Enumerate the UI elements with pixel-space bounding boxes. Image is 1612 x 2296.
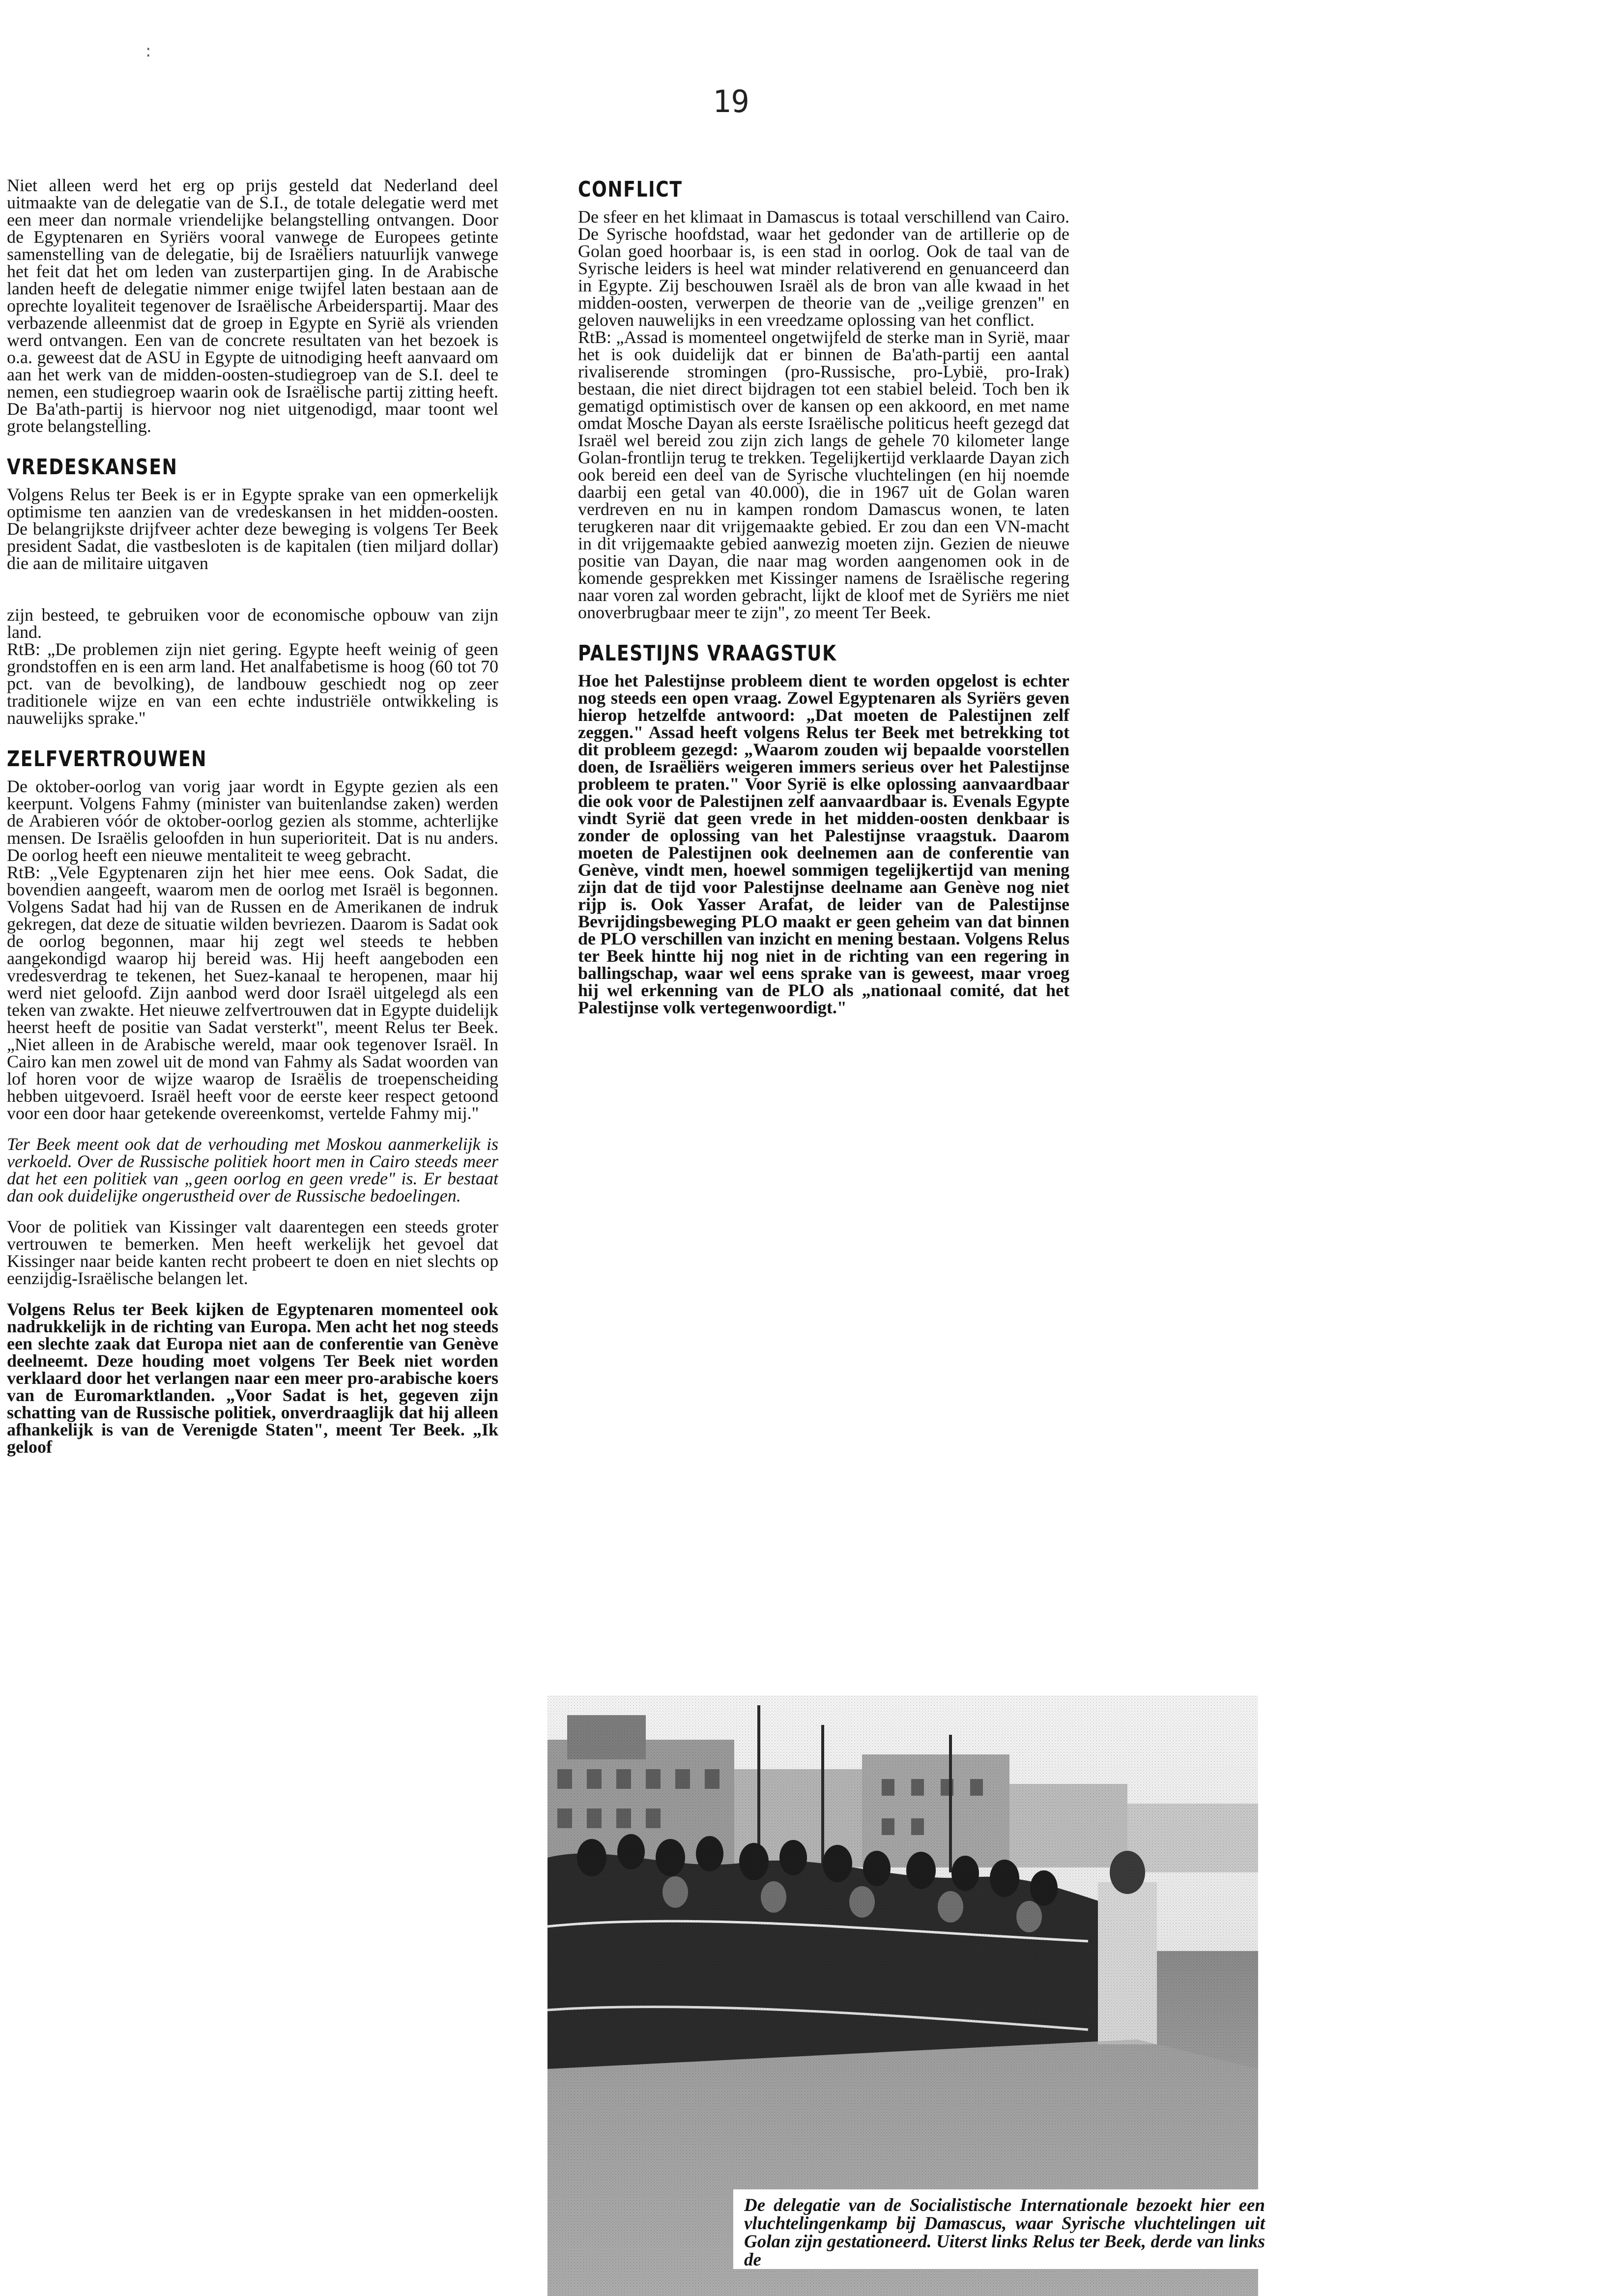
paragraph: RtB: „Vele Egyptenaren zijn het hier mee eens. Ook Sadat, die bovendien aangeeft, waarom men de oorlog met Israël is begonnen. Volgens Sadat had hij van de Russen en de Amerikanen de indruk gekregen, dat deze de situatie wilden bevriezen. Daarom is Sadat ook de oorlog begonnen, maar hij zegt wel steeds te hebben aangekondigd waarop hij bereid was. Hij heeft aangeboden een vredesverdrag te tekenen, het Suez-kanaal te heropenen, maar hij werd niet geloofd. Zijn aanbod werd door Israël uitgelegd als een teken van zwakte. Het nieuwe zelfvertrouwen dat in Egypte duidelijk heerst heeft de positie van Sadat versterkt", meent Relus ter Beek. „Niet alleen in de Arabische wereld, maar ook tegenover Israël. In Cairo kan men zowel uit de mond van Fahmy als Sadat woorden van lof horen voor de wijze waarop de Israëlis de troepenscheiding hebben uitgevoerd. Israël heeft voor de eerste keer respect getoond voor een door haar getekende overeenkomst, vertelde Fahmy mij." (7, 862, 498, 1123)
heading-zelfvertrouwen: ZELFVERTROUWEN (7, 746, 207, 772)
paragraph: Voor de politiek van Kissinger valt daarentegen een steeds groter vertrouwen te bemerken. Men heeft werkelijk het gevoel dat Kissinger naar beide kanten recht probeert te doen en niet slechts op eenzijdig-Israëlische belangen let. (7, 1217, 498, 1288)
paragraph: Volgens Relus ter Beek is er in Egypte sprake van een opmerkelijk optimisme ten aanzien van de vredeskansen in het midden-oosten. De belangrijkste drijfveer achter deze beweging is volgens Ter Beek president Sadat, die vastbesloten is de kapitalen (tien miljard dollar) die aan de militaire uitgaven (7, 485, 498, 573)
paragraph: De sfeer en het klimaat in Damascus is totaal verschillend van Cairo. De Syrische hoofdstad, waar het gedonder van de artillerie op de Golan goed hoorbaar is, is een stad in oorlog. Ook de taal van de Syrische leiders is heel wat minder relativerend en genuanceerd dan in Egypte. Zij beschouwen Israël als de bron van alle kwaad in het midden-oosten, verwerpen de theorie van de „veilige grenzen" en geloven nauwelijks in een vreedzame oplossing van het conflict. (578, 207, 1069, 330)
heading-conflict: CONFLICT (578, 177, 683, 202)
paragraph: RtB: „Assad is momenteel ongetwijfeld de sterke man in Syrië, maar het is ook duidelijk dat er binnen de Ba'ath-partij een aantal rivaliserende stromingen (pro-Russische, pro-Lybië, pro-Irak) bestaan, die niet direct bijdragen tot een stabiel beleid. Toch ben ik gematigd optimistisch over de kansen op een akkoord, en met name omdat Mosche Dayan als eerste Israëlische politicus heeft gezegd dat Israël wel bereid zou zijn zich langs de gehele 70 kilometer lange Golan-frontlijn terug te trekken. Tegelijkertijd verklaarde Dayan zich ook bereid een deel van de Syrische vluchtelingen (en hij noemde daarbij een getal van 40.000), die in 1967 uit de Golan waren verdreven en nu in kampen rondom Damascus wonen, te laten terugkeren naar dit vrijgemaakte gebied. Er zou dan een VN-macht in dit vrijgemaakte gebied aanwezig moeten zijn. Gezien de nieuwe positie van Dayan, die naar mag worden aangenomen ook in de komende gesprekken met Kissinger namens de Israëlische regering naar voren zal worden gebracht, lijkt de kloof met de Syriërs me niet onoverbrugbaar meer te zijn", zo meent Ter Beek. (578, 327, 1069, 622)
scan-mark: : (145, 41, 151, 61)
intro-paragraph: Niet alleen werd het erg op prijs gesteld dat Nederland deel uitmaakte van de delegatie van de S.I., de totale delegatie werd met een meer dan normale vriendelijke belangstelling ontvangen. Door de Egyptenaren en Syriërs vooral vanwege de Europees getinte samenstelling van de delegatie, bij de Israëliers natuurlijk vanwege het feit dat het om leden van zusterpartijen ging. In de Arabische landen heeft de delegatie nimmer enige twijfel laten bestaan aan de oprechte loyaliteit tegenover de Israëlische Arbeiderspartij. Maar des verbazende alleenmist dat de groep in Egypte en Syrië als vrienden werd ontvangen. Een van de concrete resultaten van het bezoek is o.a. geweest dat de ASU in Egypte de uitnodiging heeft aanvaard om aan het werk van de midden-oosten-studiegroep van de S.I. deel te nemen, een studiegroep waarin ook de Israëlische partij zitting heeft. De Ba'ath-partij is hiervoor nog niet uitgenodigd, maar toont wel grote belangstelling. (7, 177, 498, 436)
page-number: 19 (713, 84, 749, 119)
paragraph: De oktober-oorlog van vorig jaar wordt in Egypte gezien als een keerpunt. Volgens Fahmy (minister van buitenlandse zaken) werden de Arabieren vóór de oktober-oorlog gezien als stomme, achterlijke mensen. De Israëlis geloofden in hun superioriteit. Dat is nu anders. De oorlog heeft een nieuwe mentaliteit te weeg gebracht. (7, 776, 498, 865)
paragraph: RtB: „De problemen zijn niet gering. Egypte heeft weinig of geen grondstoffen en is een arm land. Het analfabetisme is hoog (60 tot 70 pct. van de bevolking), de landbouw geschiedt nog op zeer traditionele wijze en van een echte industriële ontwikkeling is nauwelijks sprake." (7, 639, 498, 728)
bold-paragraph: Hoe het Palestijnse probleem dient te worden opgelost is echter nog steeds een open vraag. Zowel Egyptenaren als Syriërs geven hierop hetzelfde antwoord: „Dat moeten de Palestijnen zelf zeggen." Assad heeft volgens Relus ter Beek met betrekking tot dit probleem gezegd: „Waarom zouden wij bepaalde voorstellen doen, de Israëliërs weigeren immers serieus over het Palestijnse probleem te praten." Voor Syrië is elke oplossing aanvaardbaar die ook voor de Palestijnen zelf aanvaardbaar is. Evenals Egypte vindt Syrië dat geen vrede in het midden-oosten denkbaar is zonder de oplossing van het Palestijnse vraagstuk. Daarom moeten de Palestijnen ook deelnemen aan de conferentie van Genève, vindt men, hoewel sommigen tegelijkertijd van mening zijn dat de tijd voor Palestijnse deelname aan Genève nog niet rijp is. Ook Yasser Arafat, de leider van de Palestijnse Bevrijdingsbeweging PLO maakt er geen geheim van dat binnen de PLO verschillen van inzicht en mening bestaan. Volgens Relus ter Beek hintte hij nog niet in de richting van een regering in ballingschap, waar wel eens sprake van is geweest, maar vroeg hij wel erkenning van de PLO als „nationaal comité, dat het Palestijnse volk vertegenwoordigt." (578, 671, 1069, 1017)
right-column (578, 178, 1069, 1030)
heading-palestijns-vraagstuk: PALESTIJNS VRAAGSTUK (578, 641, 837, 666)
left-column (7, 177, 498, 2296)
paragraph: zijn besteed, te gebruiken voor de economische opbouw van zijn land. (7, 605, 498, 642)
heading-vredeskansen: VREDESKANSEN (7, 455, 178, 480)
photo-caption: De delegatie van de Socialistische Internationale bezoekt hier een vluchtelingenkamp bij Damascus, waar Syrische vluchtelingen uit Golan zijn gestationeerd. Uiterst links Relus ter Beek, derde van links de (733, 2189, 1274, 2269)
bold-paragraph: Volgens Relus ter Beek kijken de Egyptenaren momenteel ook nadrukkelijk in de richting van Europa. Men acht het nog steeds een slechte zaak dat Europa niet aan de conferentie van Genève deelneemt. Deze houding moet volgens Ter Beek niet worden verklaard door het verlangen naar een meer pro-arabische koers van de Euromarktlanden. „Voor Sadat is het, gegeven zijn schatting van de Russische politiek, onverdraaglijk dat hij alleen afhankelijk is van de Verenigde Staten", meent Ter Beek. „Ik geloof (7, 1299, 498, 1457)
italic-paragraph: Ter Beek meent ook dat de verhouding met Moskou aanmerkelijk is verkoeld. Over de Russische politiek hoort men in Cairo steeds meer dat het een politiek van „geen oorlog en geen vrede" is. Er bestaat dan ook duidelijke ongerustheid over de Russische bedoelingen. (7, 1134, 498, 1205)
